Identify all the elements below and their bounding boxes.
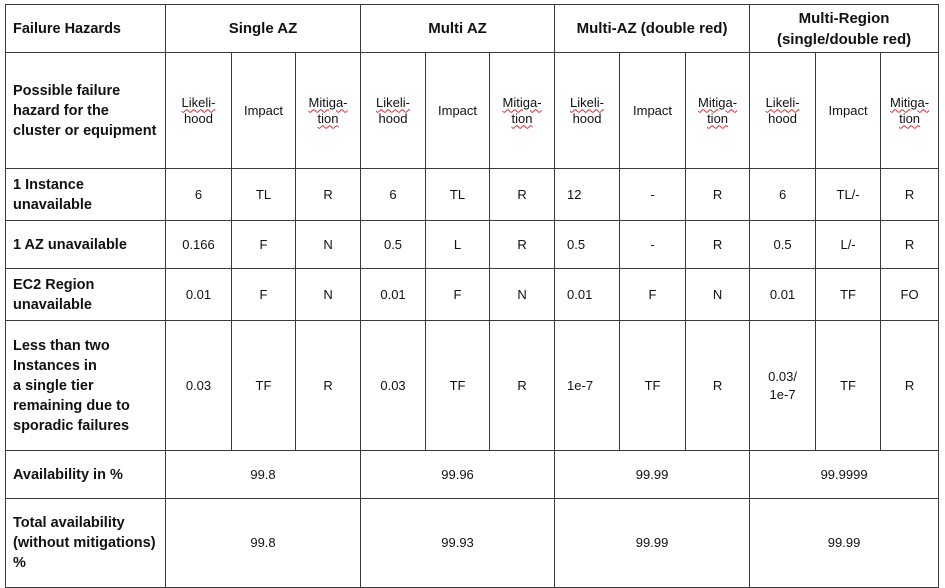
multi-region-mitigation: R <box>881 169 939 221</box>
multi-region-impact: L/- <box>816 221 881 269</box>
likelihood-header <box>166 53 232 169</box>
multi-az-impact: L <box>426 221 490 269</box>
hazard-label-line: Less than two <box>13 337 110 354</box>
hazard-label <box>6 321 166 451</box>
multi-az-mitigation: R <box>490 321 555 451</box>
hazard-row <box>6 321 939 451</box>
multi-az-double-availability: 99.99 <box>555 451 750 499</box>
multi-az-double-likelihood: 12 <box>555 169 620 221</box>
likelihood-part-2: hood <box>572 110 602 126</box>
multi-az-likelihood: 0.03 <box>361 321 426 451</box>
group-multi-az: Multi AZ <box>361 5 555 53</box>
multi-region-likelihood: 0.5 <box>750 221 816 269</box>
multi-region-likelihood <box>750 321 816 451</box>
single-az-availability: 99.8 <box>166 451 361 499</box>
hazard-label-line: Instances in <box>13 357 97 374</box>
multi-az-mitigation: R <box>490 169 555 221</box>
likelihood-part-2: hood <box>768 110 798 126</box>
multi-az-double-mitigation: R <box>686 321 750 451</box>
multi-az-mitigation: R <box>490 221 555 269</box>
single-az-likelihood: 0.01 <box>166 269 232 321</box>
multi-region-mitigation: R <box>881 221 939 269</box>
single-az-mitigation: R <box>296 169 361 221</box>
multi-az-double-mitigation: N <box>686 269 750 321</box>
impact-header: Impact <box>816 53 881 169</box>
multi-az-double-impact: - <box>620 221 686 269</box>
mitigation-part-2: tion <box>707 110 729 126</box>
multi-region-mitigation: R <box>881 321 939 451</box>
single-az-likelihood: 0.166 <box>166 221 232 269</box>
multi-region-impact: TF <box>816 269 881 321</box>
impact-header: Impact <box>620 53 686 169</box>
multi-az-double-impact: F <box>620 269 686 321</box>
possible-failure-heading: Possible failure hazard for the cluster or equipment <box>6 53 166 169</box>
mitigation-part-2: tion <box>511 110 533 126</box>
mitigation-part-2: tion <box>899 110 921 126</box>
single-az-impact: TL <box>232 169 296 221</box>
likelihood-part-2: hood <box>184 110 213 126</box>
hazard-label-line: sporadic failures <box>13 417 130 434</box>
multi-region-likelihood: 6 <box>750 169 816 221</box>
mitigation-part-1: Mitiga- <box>502 94 542 110</box>
multi-region-availability: 99.9999 <box>750 451 939 499</box>
mitigation-header <box>296 53 361 169</box>
hazard-row <box>6 221 939 269</box>
multi-region-likelihood: 0.01 <box>750 269 816 321</box>
multi-az-double-impact: - <box>620 169 686 221</box>
multi-region-likelihood-line: 0.03/ <box>768 368 798 384</box>
single-az-impact: F <box>232 221 296 269</box>
multi-az-double-total: 99.99 <box>555 499 750 588</box>
failure-hazards-heading: Failure Hazards <box>6 5 166 53</box>
likelihood-header <box>555 53 620 169</box>
impact-header: Impact <box>232 53 296 169</box>
total-availability-label: Total availability (without mitigations) % <box>6 499 166 588</box>
multi-az-double-likelihood: 1e-7 <box>555 321 620 451</box>
hazard-row <box>6 169 939 221</box>
likelihood-part-1: Likeli- <box>181 94 216 110</box>
multi-az-mitigation: N <box>490 269 555 321</box>
multi-az-double-mitigation: R <box>686 221 750 269</box>
mitigation-part-2: tion <box>317 110 339 126</box>
hazard-row <box>6 269 939 321</box>
header-row <box>6 5 939 53</box>
mitigation-header <box>881 53 939 169</box>
multi-az-likelihood: 6 <box>361 169 426 221</box>
mitigation-part-1: Mitiga- <box>890 94 930 110</box>
likelihood-part-1: Likeli- <box>376 94 410 110</box>
mitigation-part-1: Mitiga- <box>698 94 738 110</box>
hazard-label: 1 Instance unavailable <box>6 169 166 221</box>
single-az-likelihood: 6 <box>166 169 232 221</box>
single-az-mitigation: R <box>296 321 361 451</box>
impact-header: Impact <box>426 53 490 169</box>
multi-region-total: 99.99 <box>750 499 939 588</box>
likelihood-part-1: Likeli- <box>570 94 605 110</box>
likelihood-part-1: Likeli- <box>765 94 800 110</box>
availability-row <box>6 451 939 499</box>
multi-region-impact: TL/- <box>816 169 881 221</box>
likelihood-header <box>750 53 816 169</box>
hazard-label-line: a single tier <box>13 377 94 394</box>
multi-az-double-mitigation: R <box>686 169 750 221</box>
multi-az-total: 99.93 <box>361 499 555 588</box>
likelihood-part-2: hood <box>378 110 408 126</box>
failure-hazards-table <box>5 4 939 588</box>
group-multi-az-double-red: Multi-AZ (double red) <box>555 5 750 53</box>
single-az-mitigation: N <box>296 221 361 269</box>
multi-az-impact: F <box>426 269 490 321</box>
hazard-label: 1 AZ unavailable <box>6 221 166 269</box>
multi-region-likelihood-line: 1e-7 <box>769 386 796 402</box>
mitigation-header <box>686 53 750 169</box>
single-az-mitigation: N <box>296 269 361 321</box>
multi-az-likelihood: 0.01 <box>361 269 426 321</box>
single-az-impact: TF <box>232 321 296 451</box>
mitigation-part-1: Mitiga- <box>308 94 348 110</box>
group-multi-region: Multi-Region (single/double red) <box>750 5 939 53</box>
single-az-total: 99.8 <box>166 499 361 588</box>
single-az-likelihood: 0.03 <box>166 321 232 451</box>
multi-region-impact: TF <box>816 321 881 451</box>
hazard-label: EC2 Region unavailable <box>6 269 166 321</box>
single-az-impact: F <box>232 269 296 321</box>
subheader-row <box>6 53 939 169</box>
group-single-az: Single AZ <box>166 5 361 53</box>
multi-az-double-likelihood: 0.5 <box>555 221 620 269</box>
mitigation-header <box>490 53 555 169</box>
total-availability-row <box>6 499 939 588</box>
multi-az-double-likelihood: 0.01 <box>555 269 620 321</box>
likelihood-header <box>361 53 426 169</box>
multi-az-likelihood: 0.5 <box>361 221 426 269</box>
multi-az-availability: 99.96 <box>361 451 555 499</box>
multi-az-double-impact: TF <box>620 321 686 451</box>
multi-az-impact: TF <box>426 321 490 451</box>
multi-az-impact: TL <box>426 169 490 221</box>
availability-label: Availability in % <box>6 451 166 499</box>
hazard-label-line: remaining due to <box>13 397 130 414</box>
multi-region-mitigation: FO <box>881 269 939 321</box>
